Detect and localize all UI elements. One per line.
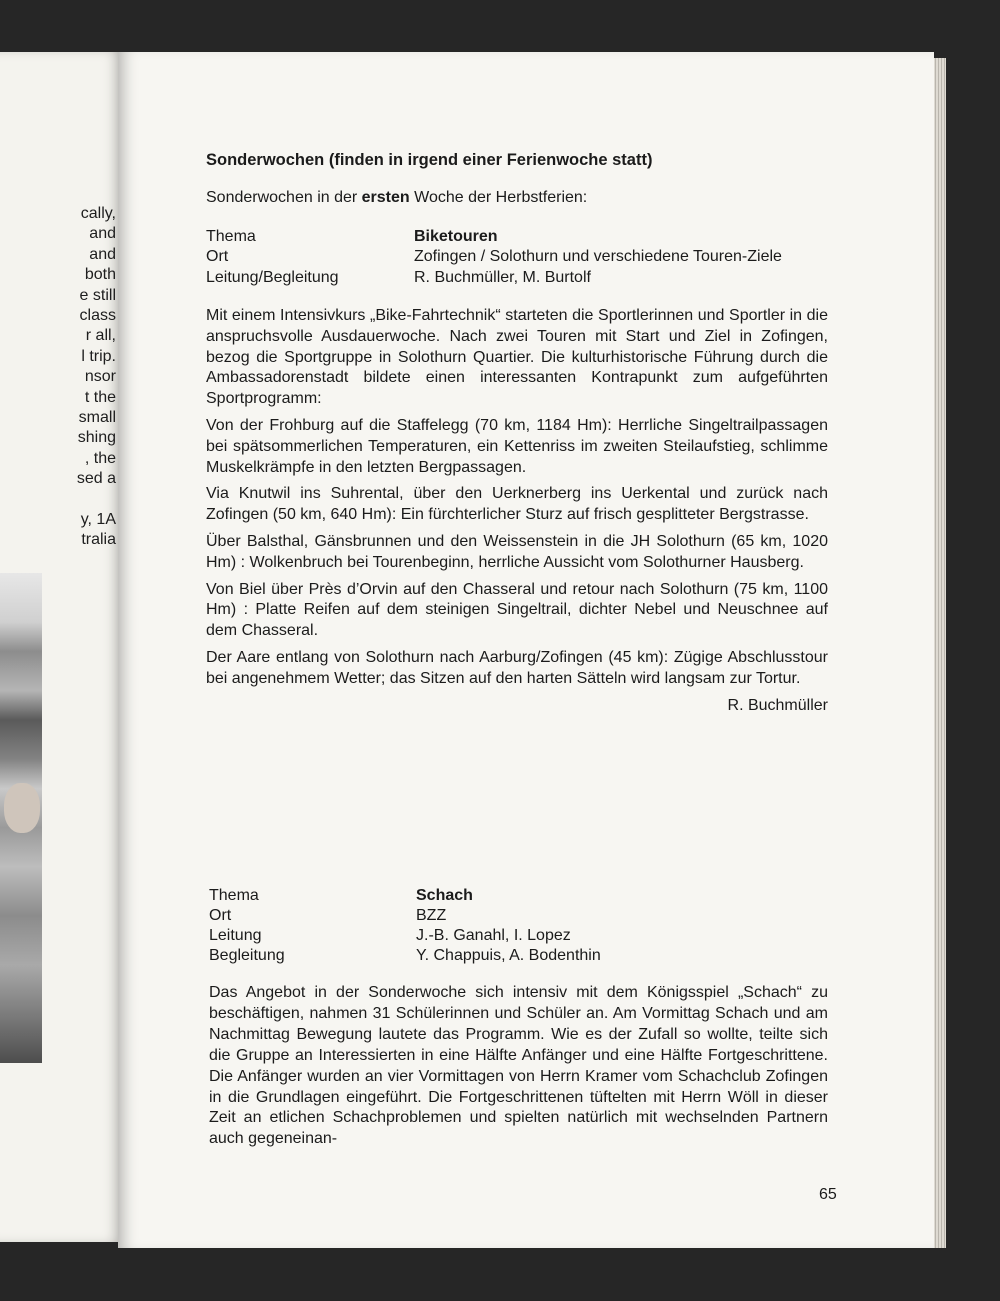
page-number: 65 <box>819 1186 837 1203</box>
signature: R. Buchmüller <box>727 696 828 714</box>
left-line: small <box>78 409 116 427</box>
paragraph: Der Aare entlang von Solothurn nach Aarburg/Zofingen (45 km): Zügige Abschlusstour bei angenehmem Wetter; das Sitzen auf den harten Sätteln wird langsam zur Tortur. <box>206 648 828 687</box>
left-line: y, 1A <box>80 510 116 528</box>
paragraph: Über Balsthal, Gänsbrunnen und den Weissenstein in die JH Solothurn (65 km, 1020 Hm) : Wolkenbruch bei Tourenbeginn, herrliche Aussicht vom Solothurner Hausberg. <box>206 532 828 571</box>
info-value-begleitung: Y. Chappuis, A. Bodenthin <box>416 947 601 964</box>
left-line: t the <box>84 388 116 406</box>
paragraph: Mit einem Intensivkurs „Bike-Fahrtechnik“ starteten die Sportlerinnen und Sportler in die anspruchsvolle Ausdauerwoche. Nach zwei Touren mit Start und Ziel in Zofingen, bezog die Sportgruppe in Solothurn Quartier. Die kulturhistorische Führung durch die Ambassadorenstadt bildete einen interessanten Kontrapunkt zum aufgeführten Sportprogramm: <box>206 306 828 408</box>
paragraph: Das Angebot in der Sonderwoche sich intensiv mit dem Königsspiel „Schach“ zu beschäftigen, nahmen 31 Schülerinnen und Schüler an. Am Vormittag Schach und am Nachmittag Bewegung lautete das Programm. Wie es der Zufall so wollte, teilte sich die Gruppe an Interessierten in eine Hälfte Anfänger und eine Hälfte Fortgeschrittene. Die Anfänger wurden an vier Vormittagen von Herrn Kramer vom Schachclub Zofingen in die Grundlagen eingeführt. Die Fortgeschrittenen tüftelten mit Herrn Wöll in dieser Zeit an etlichen Schachproblemen und spielten natürlich mit wechselnden Partnern auch gegeneinan- <box>209 984 828 1148</box>
left-line: , the <box>84 449 116 467</box>
info-value-leitung: J.-B. Ganahl, I. Lopez <box>416 927 571 944</box>
info-value-leitung: R. Buchmüller, M. Burtolf <box>414 269 591 287</box>
intro-bold: ersten <box>361 188 410 206</box>
info-value-thema: Biketouren <box>414 227 498 245</box>
intro-line <box>206 188 828 209</box>
left-line: and <box>89 245 116 263</box>
intro-after: Woche der Herbstferien: <box>409 188 588 206</box>
left-page-edge <box>0 52 122 1242</box>
paragraph: Via Knutwil ins Suhrental, über den Uerknerberg ins Uerkental und zurück nach Zofingen (50 km, 640 Hm): Ein fürchterlicher Sturz auf frisch gesplitteter Bergstrasse. <box>206 485 828 524</box>
info-label-ort: Ort <box>206 248 229 266</box>
info-value-ort: Zofingen / Solothurn und verschiedene Touren-Ziele <box>414 248 782 266</box>
biketouren-info-table <box>206 227 828 289</box>
info-label-leitung: Leitung <box>209 927 262 944</box>
left-line: shing <box>77 429 116 447</box>
paragraph: Von Biel über Près d’Orvin auf den Chasseral und retour nach Solothurn (75 km, 1100 Hm) : Platte Reifen auf dem steinigen Singeltrail, dichter Nebel und Neuschnee auf dem Chasseral. <box>206 580 828 640</box>
info-label-ort: Ort <box>209 907 232 924</box>
section-biketouren <box>206 150 828 716</box>
schach-info-table <box>209 886 828 966</box>
page-heading: Sonderwochen (finden in irgend einer Ferienwoche statt) <box>206 151 653 169</box>
left-line: nsor <box>84 368 116 386</box>
info-value-ort: BZZ <box>416 907 447 924</box>
info-label-thema: Thema <box>209 887 259 904</box>
left-gap <box>0 490 116 510</box>
left-line: cally, <box>80 205 116 222</box>
left-line: sed a <box>76 470 116 488</box>
left-line: both <box>84 266 116 284</box>
info-label-thema: Thema <box>206 227 256 245</box>
paragraph: Von der Frohburg auf die Staffelegg (70 km, 1184 Hm): Herrliche Singeltrailpassagen bei spätsommerlichen Temperaturen, ein Kettenriss im zweiten Steilaufstieg, schlimme Muskelkrämpfe in den letzten Bergpassagen. <box>206 416 828 476</box>
left-line: e still <box>79 286 116 304</box>
info-value-thema: Schach <box>416 887 473 904</box>
left-line: tralia <box>81 531 116 549</box>
info-label-leitung: Leitung/Begleitung <box>206 269 339 287</box>
photo-face <box>4 783 40 833</box>
left-page-text <box>0 204 116 551</box>
left-line: l trip. <box>81 347 116 365</box>
left-page-photo <box>0 573 42 1063</box>
info-label-begleitung: Begleitung <box>209 947 285 964</box>
left-line: class <box>79 307 116 325</box>
left-line: and <box>89 225 116 243</box>
section-schach <box>209 886 828 1150</box>
intro-before: Sonderwochen in der <box>206 188 362 206</box>
left-line: r all, <box>85 327 116 345</box>
